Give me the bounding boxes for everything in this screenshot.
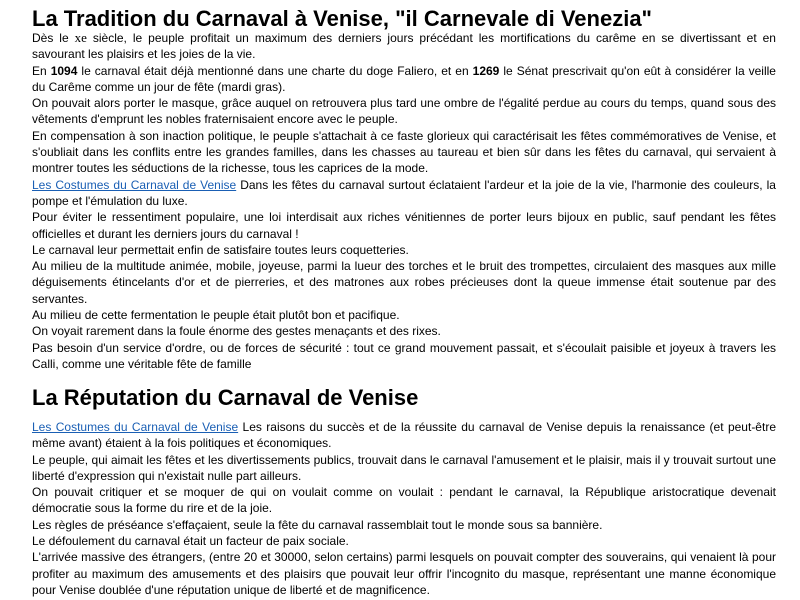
- paragraph: Le défoulement du carnaval était un facteur de paix sociale.: [32, 534, 349, 549]
- section-body-tradition: [32, 30, 776, 372]
- year-1094: 1094: [50, 63, 78, 78]
- paragraph: Les Costumes du Carnaval de Venise Dans les fêtes du carnaval surtout éclataient l'ardeur et la joie de la vie, l'harmonie des couleurs, la pompe et l'émulation du luxe.: [32, 177, 776, 208]
- paragraph: On pouvait critiquer et se moquer de qui on voulait comme on voulait : pendant le carnaval, la République aristocratique devenait démocratie sous la forme du rire et de la joie.: [32, 485, 776, 516]
- paragraph: Dès le xe siècle, le peuple profitait un maximum des derniers jours précédant les mortifications du carême en se divertissant et en savourant les plaisirs et les joies de la vie.: [32, 30, 776, 62]
- paragraph: En 1094 le carnaval était déjà mentionné dans une charte du doge Faliero, et en 1269 le Sénat prescrivait qu'on eût à considérer la veille du Carême comme un jour de fête (mardi gras).: [32, 63, 776, 94]
- paragraph: On pouvait alors porter le masque, grâce auquel on retrouvera plus tard une ombre de l'égalité perdue au cours du temps, quand sous des vêtements d'emprunt les nobles fraternisaient encore avec le peuple.: [32, 96, 776, 127]
- paragraph: Au milieu de la multitude animée, mobile, joyeuse, parmi la lueur des torches et le bruit des trompettes, circulaient des masques aux mille déguisements étincelants d'or et de pierreries, et des matrones aux robes précieuses dont la queue immense était soutenue par des servantes.: [32, 259, 776, 306]
- paragraph: On voyait rarement dans la foule énorme des gestes menaçants et des rixes.: [32, 324, 441, 339]
- paragraph: Le peuple, qui aimait les fêtes et les divertissements publics, trouvait dans le carnaval l'amusement et le plaisir, mais il y trouvait surtout une liberté d'expression qui n'existait nulle part ailleurs.: [32, 452, 776, 483]
- section-title-reputation: La Réputation du Carnaval de Venise: [32, 385, 419, 410]
- century-numeral: xe: [74, 30, 87, 45]
- paragraph: Les Costumes du Carnaval de Venise Les raisons du succès et de la réussite du carnaval de Venise depuis la renaissance (et peut-être même avant) étaient à la fois politiques et économiques.: [32, 420, 776, 451]
- section-body-reputation: [32, 419, 776, 598]
- costumes-link[interactable]: Les Costumes du Carnaval de Venise: [32, 420, 239, 434]
- paragraph: Au milieu de cette fermentation le peuple était plutôt bon et pacifique.: [32, 308, 400, 323]
- paragraph: Le carnaval leur permettait enfin de satisfaire toutes leurs coquetteries.: [32, 242, 409, 257]
- paragraph: En compensation à son inaction politique, le peuple s'attachait à ce faste glorieux qui caractérisait les fêtes commémoratives de Venise, et s'oubliait dans les conflits entre les grandes familles, dans les chasses au taureau et bien sûr dans les fêtes du carnaval, qui servaient à montrer toutes les séductions de la richesse, tous les caprices de la mode.: [32, 128, 776, 176]
- paragraph: Les règles de préséance s'effaçaient, seule la fête du carnaval rassemblait tout le monde sous sa bannière.: [32, 517, 603, 532]
- year-1269: 1269: [472, 63, 500, 78]
- paragraph: L'arrivée massive des étrangers, (entre 20 et 30000, selon certains) parmi lesquels on pouvait compter des souverains, qui venaient là pour profiter au maximum des amusements et des plaisirs que pouvait leur offrir l'incognito du masque, représentant une manne économique pour Venise doublée d'une réputation unique de liberté et de magnificence.: [32, 550, 776, 597]
- costumes-link[interactable]: Les Costumes du Carnaval de Venise: [32, 177, 237, 192]
- section-title-tradition: La Tradition du Carnaval à Venise, "il Carnevale di Venezia": [32, 6, 652, 31]
- paragraph: Pas besoin d'un service d'ordre, ou de forces de sécurité : tout ce grand mouvement passait, et s'écoulait paisible et joyeux à travers les Calli, comme une véritable fête de famille: [32, 340, 776, 371]
- paragraph: Pour éviter le ressentiment populaire, une loi interdisait aux riches vénitiennes de porter leurs bijoux en public, sauf pendant les fêtes officielles et durant les derniers jours du carnaval !: [32, 210, 776, 241]
